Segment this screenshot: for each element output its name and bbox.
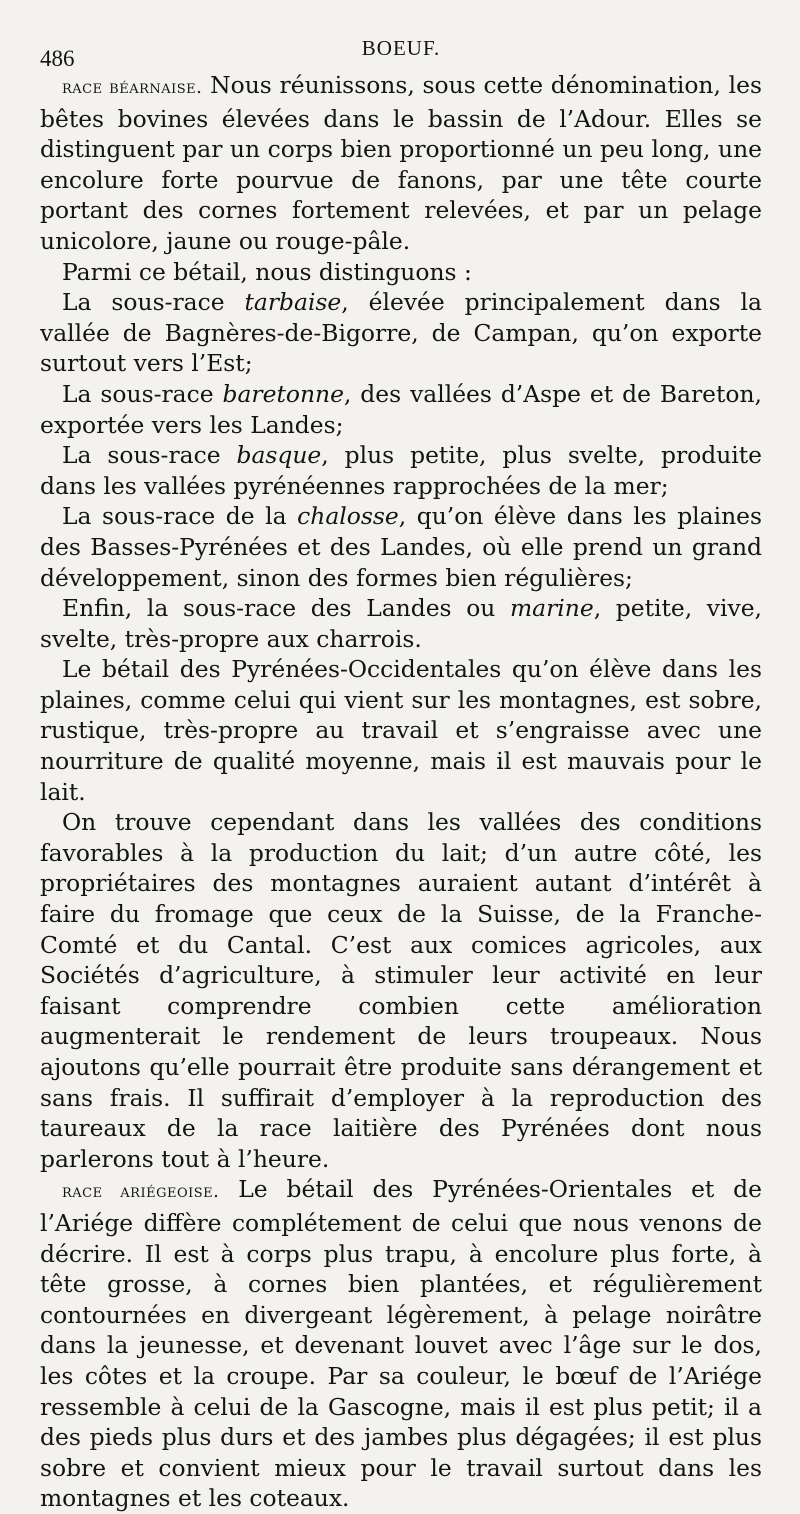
paragraph-race-ariegeoise xyxy=(40,1174,762,1514)
subrace-name: baretonne xyxy=(222,379,344,408)
paragraph-production-lait xyxy=(40,807,762,1174)
paragraph-tarbaise xyxy=(40,287,762,379)
paragraph-text: Le bétail des Pyrénées-Orientales et de l’Ariége diffère complétement de celui que nous venons de décrire. Il est à corps plus trapu, à encolure plus forte, à tête grosse, à cornes bien plantées, et régulièrement contournées en divergeant légèrement, à pelage noirâtre dans la jeunesse, et devenant louvet avec l’âge sur le dos, les côtes et la croupe. Par sa couleur, le bœuf de l’Ariége ressemble à celui de la Gascogne, mais il est plus petit; il a des pieds plus durs et des jambes plus dégagées; il est plus sobre et convient mieux pour le travail surtout dans les montagnes et les coteaux. xyxy=(40,1175,762,1513)
paragraph-marine xyxy=(40,593,762,654)
page-number: 486 xyxy=(40,46,75,71)
running-title: BOEUF. xyxy=(361,36,441,60)
body-text xyxy=(40,70,762,1514)
subrace-name: chalosse xyxy=(297,502,399,531)
paragraph-betail-occidental xyxy=(40,654,762,807)
paragraph-text: On trouve cependant dans les vallées des conditions favorables à la production du lait; d’un autre côté, les propriétaires des montagnes auraient autant d’intérêt à faire du fromage que ceux de la Suisse, de la Franche-Comté et du Cantal. C’est aux comices agricoles, aux Sociétés d’agriculture, à stimuler leur activité en leur faisant comprendre combien cette amélioration augmenterait le rendement de leurs troupeaux. Nous ajoutons qu’elle pourrait être produite sans dérangement et sans frais. Il suffirait d’employer à la reproduction des taureaux de la race laitière des Pyrénées dont nous parlerons tout à l’heure. xyxy=(40,808,762,1173)
paragraph-text: Enfin, la sous-race des Landes ou xyxy=(62,594,510,623)
paragraph-intro-list xyxy=(40,257,762,288)
paragraph-text: , petite, vive, svelte, très-propre aux charrois. xyxy=(40,594,762,653)
paragraph-text: La sous-race xyxy=(62,379,223,408)
paragraph-text: , plus petite, plus svelte, produite dans les vallées pyrénéennes rapprochées de la mer; xyxy=(40,441,762,500)
paragraph-text: Le bétail des Pyrénées-Occidentales qu’on élève dans les plaines, comme celui qui vient sur les montagnes, est sobre, rustique, très-propre au travail et s’engraisse avec une nourriture de qualité moyenne, mais il est mauvais pour le lait. xyxy=(40,655,762,806)
paragraph-text: La sous-race de la xyxy=(62,502,298,531)
paragraph-race-bearnaise xyxy=(40,70,762,257)
paragraph-text: Parmi ce bétail, nous distinguons : xyxy=(62,257,472,286)
paragraph-basque xyxy=(40,440,762,501)
paragraph-text: , des vallées d’Aspe et de Bareton, exportée vers les Landes; xyxy=(40,379,762,439)
paragraph-text: , qu’on élève dans les plaines des Basses-Pyrénées et des Landes, où elle prend un grand développement, sinon des formes bien régulières; xyxy=(40,502,762,592)
paragraph-chalosse xyxy=(40,501,762,593)
page-header xyxy=(40,30,762,70)
section-lead: race béarnaise. xyxy=(62,77,203,98)
paragraph-text: Nous réunissons, sous cette dénomination, les bêtes bovines élevées dans le bassin de l’Adour. Elles se distinguent par un corps bien proportionné un peu long, une encolure forte pourvue de fanons, par une tête courte portant des cornes fortement relevées, et par un pelage unicolore, jaune ou rouge-pâle. xyxy=(40,71,762,255)
section-lead: race ariégeoise. xyxy=(62,1181,220,1203)
paragraph-baretonne xyxy=(40,379,762,440)
paragraph-text: , élevée principalement dans la vallée de Bagnères-de-Bigorre, de Campan, qu’on exporte surtout vers l’Est; xyxy=(40,288,762,378)
subrace-name: basque xyxy=(236,441,322,470)
paragraph-text: La sous-race xyxy=(62,288,245,317)
paragraph-text: La sous-race xyxy=(62,441,237,470)
subrace-name: tarbaise xyxy=(244,288,342,317)
subrace-name: marine xyxy=(510,594,594,623)
